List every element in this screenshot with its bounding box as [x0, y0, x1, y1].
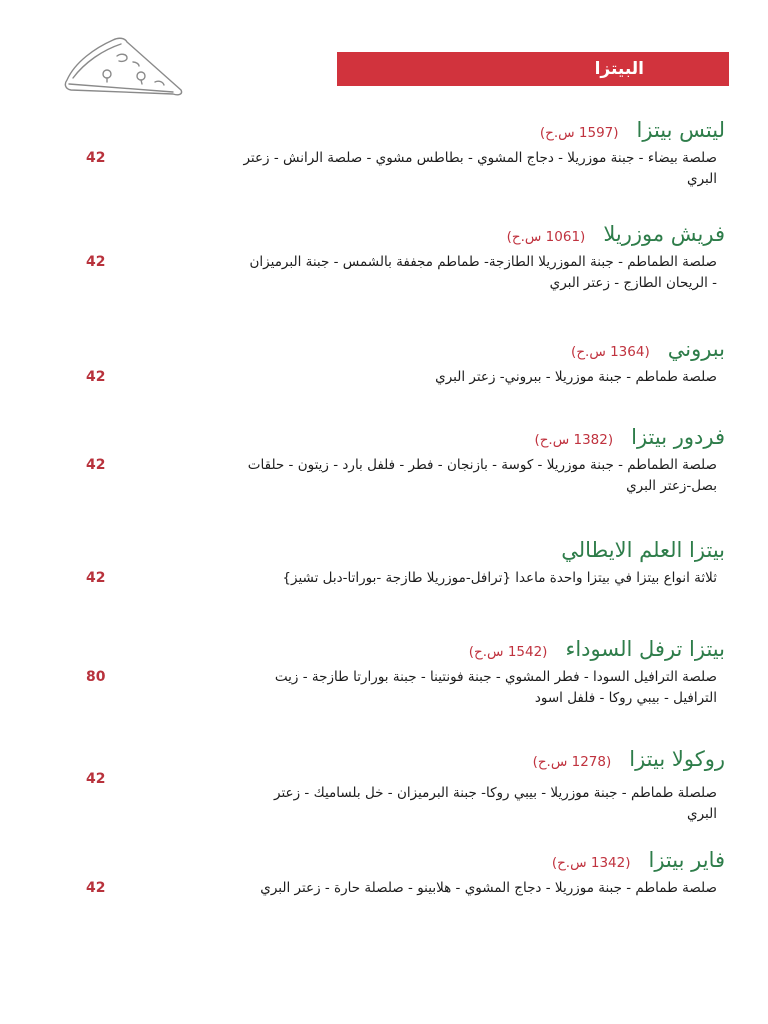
item-calories: (1278 س.ح): [532, 754, 612, 770]
item-calories: (1061 س.ح): [506, 229, 586, 245]
menu-item: [80, 118, 725, 190]
menu-item: [80, 337, 725, 388]
item-calories: (1342 س.ح): [551, 855, 631, 871]
item-calories: (1597 س.ح): [539, 125, 619, 141]
item-name: فاير بيتزا: [648, 848, 725, 872]
item-name: فردور بيتزا: [631, 425, 725, 449]
item-calories: (1364 س.ح): [571, 344, 650, 360]
item-name: ليتس بيتزا: [636, 118, 725, 142]
item-price: 80: [86, 669, 106, 685]
item-price: 42: [86, 880, 106, 896]
item-description: صلصة الطماطم - جبنة موزريلا - كوسة - بازنجان - فطر - فلفل بارد - زيتون - حلقات بصل-زعتر البري: [247, 457, 717, 494]
item-description: ثلاثة انواع بيتزا في بيتزا واحدة ماعدا {ترافل-موزريلا طازجة -بوراتا-دبل تشيز}: [282, 570, 717, 586]
section-title: البيتزا: [594, 59, 644, 79]
item-name: ببروني: [667, 337, 725, 361]
pizza-slice-icon: [55, 32, 190, 104]
item-price: 42: [86, 369, 106, 385]
item-name: بيتزا العلم الايطالي: [561, 538, 725, 562]
item-name: فريش موزريلا: [603, 222, 725, 246]
item-name: روكولا بيتزا: [629, 747, 725, 771]
item-price: 42: [86, 254, 106, 270]
item-calories: (1382 س.ح): [534, 432, 614, 448]
item-description: صلصة بيضاء - جبنة موزريلا - دجاج المشوي - بطاطس مشوي - صلصة الرانش - زعتر البري: [243, 150, 717, 187]
item-description: صلصة الترافيل السودا - فطر المشوي - جبنة فونتينا - جبنة بورارتا طازجة - زيت الترافيل - بيبي روكا - فلفل اسود: [274, 669, 717, 706]
menu-item: [80, 637, 725, 709]
section-banner: [337, 52, 729, 86]
item-description: صلصة طماطم - جبنة موزريلا - دجاج المشوي - هلابينو - صلصلة حارة - زعتر البري: [260, 880, 717, 896]
menu-item: [80, 222, 725, 294]
item-price: 42: [86, 457, 106, 473]
item-price: 42: [86, 771, 106, 787]
item-description: صلصلة طماطم - جبنة موزريلا - بيبي روكا- جبنة البرميزان - خل بلساميك - زعتر البري: [274, 785, 717, 822]
item-calories: (1542 س.ح): [468, 644, 548, 660]
item-name: بيتزا ترفل السوداء: [565, 637, 725, 661]
item-price: 42: [86, 570, 106, 586]
item-description: صلصة طماطم - جبنة موزريلا - ببروني- زعتر البري: [435, 369, 717, 385]
menu-item: [80, 538, 725, 589]
menu-item: [80, 747, 725, 825]
item-description: صلصة الطماطم - جبنة الموزريلا الطازجة- طماطم مجففة بالشمس - جبنة البرميزان - الريحان الطازج - زعتر البري: [249, 254, 717, 291]
menu-item: [80, 848, 725, 899]
menu-item: [80, 425, 725, 497]
item-price: 42: [86, 150, 106, 166]
